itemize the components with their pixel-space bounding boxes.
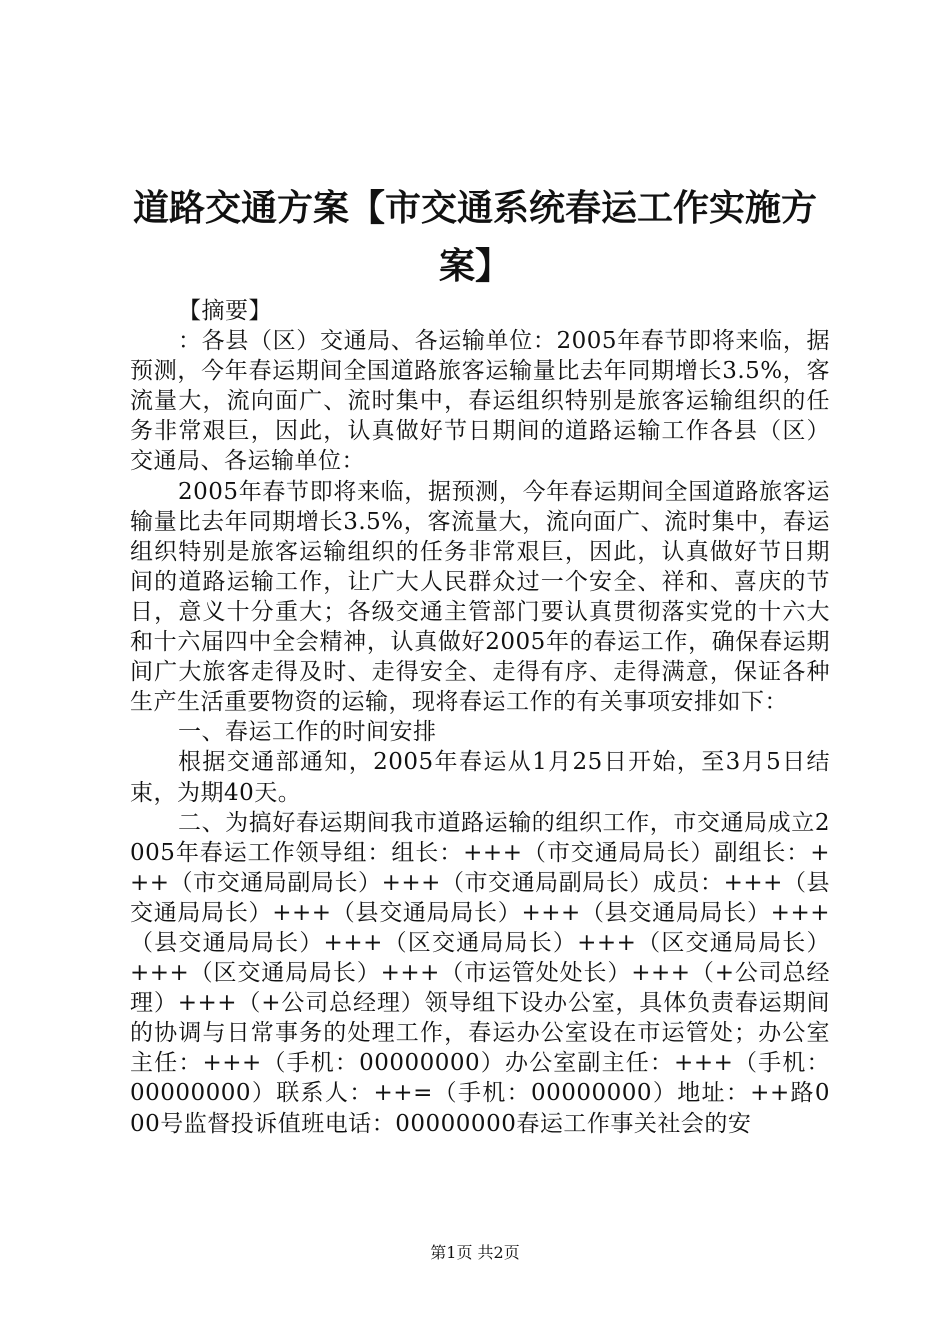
paragraph-abstract-label: 【摘要】 [178,298,272,324]
paragraph-leadership: 二、为搞好春运期间我市道路运输的组织工作，市交通局成立2005年春运工作领导组：组长：+++（市交通局局长）副组长：+++（市交通局副局长）+++（市交通局副局长）成员：+++（县交通局局长）+++（县交通局局长）+++（县交通局局长）+++（县交通局局长）+++（区交通局局长）+++（区交通局局长）+++（区交通局局长）+++（市运管处处长）+++（+公司总经理）+++（+公司总经理）领导组下设办公室，具体负责春运期间的协调与日常事务的处理工作，春运办公室设在市运管处；办公室主任：+++（手机：00000000）办公室副主任：+++（手机：00000000）联系人：++=（手机：00000000）地址：++路000号监督投诉值班电话：00000000春运工作事关社会的安 [130,809,830,1137]
document-title: 道路交通方案【市交通系统春运工作实施方案】 [132,188,817,287]
page-footer: 第1页 共2页 [430,1243,520,1262]
paragraph-intro: 2005年春节即将来临，据预测，今年春运期间全国道路旅客运输量比去年同期增长3.5%，客流量大，流向面广、流时集中，春运组织特别是旅客运输组织的任务非常艰巨，因此，认真做好节日期间的道路运输工作，让广大人民群众过一个安全、祥和、喜庆的节日，意义十分重大；各级交通主管部门要认真贯彻落实党的十六大和十六届四中全会精神，认真做好2005年的春运工作，确保春运期间广大旅客走得及时、走得安全、走得有序、走得满意，保证各种生产生活重要物资的运输，现将春运工作的有关事项安排如下： [130,478,830,716]
paragraph-abstract: ：各县（区）交通局、各运输单位：2005年春节即将来临，据预测，今年春运期间全国道路旅客运输量比去年同期增长3.5%，客流量大，流向面广、流时集中，春运组织特别是旅客运输组织的任务非常艰巨，因此，认真做好节日期间的道路运输工作各县（区）交通局、各运输单位： [130,328,830,475]
document-body [130,296,830,1139]
section-heading-time: 一、春运工作的时间安排 [178,719,437,746]
paragraph-time: 根据交通部通知，2005年春运从1月25日开始，至3月5日结束，为期40天。 [130,749,830,806]
